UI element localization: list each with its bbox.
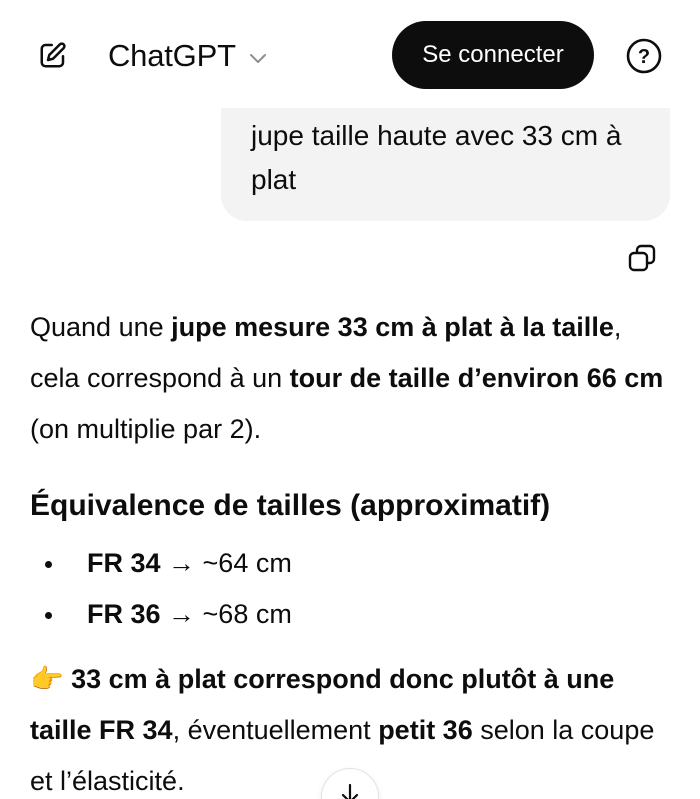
chevron-down-icon: [248, 51, 268, 65]
login-button[interactable]: Se connecter: [392, 21, 594, 89]
size-list: [30, 538, 670, 640]
text-run: (on multiplie par 2).: [30, 414, 262, 444]
size-value: → ~64 cm: [160, 548, 292, 578]
user-message-text: jupe taille haute avec 33 cm à plat: [251, 120, 622, 195]
compose-icon: [38, 40, 68, 70]
new-chat-button[interactable]: [36, 38, 70, 72]
arrow-down-icon: [339, 783, 361, 799]
top-bar: [0, 0, 700, 108]
copy-icon: [626, 242, 658, 274]
bold-run: 33 cm à plat correspond donc plutôt à une taille FR 34: [30, 664, 615, 745]
help-circle-icon: [626, 38, 662, 74]
bold-run: tour de taille d’environ 66 cm: [289, 363, 664, 393]
text-run: , éventuellement: [172, 715, 379, 745]
bold-run: petit 36: [378, 715, 473, 745]
text-run: Quand une: [30, 312, 172, 342]
section-heading: Équivalence de tailles (approximatif): [30, 489, 551, 522]
model-selector[interactable]: [108, 34, 268, 78]
size-value: → ~68 cm: [160, 599, 292, 629]
text-run: selon la coupe et l’élasticité.: [30, 715, 655, 796]
size-label: FR 36: [87, 599, 161, 629]
assistant-message: [30, 302, 670, 799]
list-item: [30, 589, 670, 640]
bullet-dot: [45, 612, 52, 619]
svg-text:?: ?: [637, 46, 651, 68]
size-label: FR 34: [87, 548, 161, 578]
help-button[interactable]: [626, 38, 662, 74]
model-name: ChatGPT: [108, 38, 236, 73]
assistant-paragraph-1: [30, 302, 670, 455]
copy-message-button[interactable]: [624, 240, 660, 276]
list-item: [30, 538, 670, 589]
bullet-dot: [45, 561, 52, 568]
text-run: , cela correspond à un: [30, 312, 622, 393]
pointing-hand-icon: 👉: [30, 664, 64, 694]
bold-run: jupe mesure 33 cm à plat à la taille: [171, 312, 614, 342]
